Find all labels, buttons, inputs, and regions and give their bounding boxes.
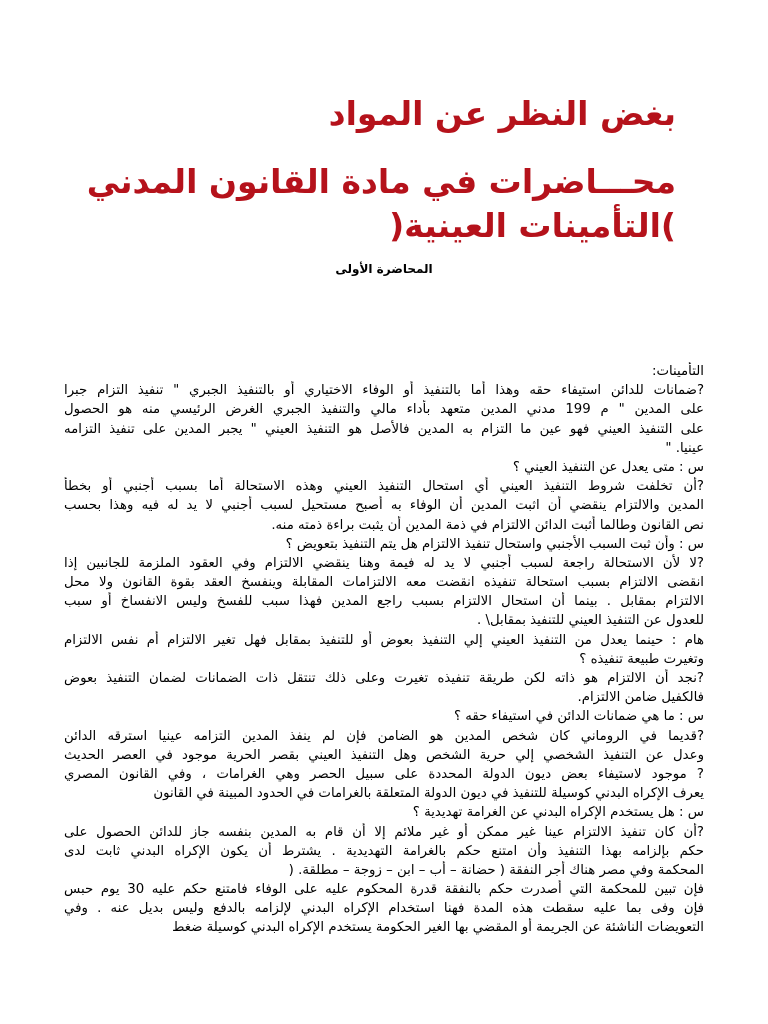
body-line: ?نجد أن الالتزام هو ذاته لكن طريقة تنفيذه تغيرت وعلى ذلك تنتقل ذات الضمانات لضمان التنفيذ بعوض (64, 671, 704, 686)
body-line: نص القانون وطالما أثبت الدائن الالتزام في ذمة المدين أن يثبت براءة ذمته منه. (271, 517, 704, 533)
body-line: التأمينات: (651, 364, 704, 379)
body-line: المحكمة وفي مصر هناك أجر النفقة ( حضانة – أب – ابن – زوجة – مطلقة. ( (288, 862, 704, 878)
body-line: انقضى الالتزام بسبب استحالة تنفيذه انقضت معه الالتزامات المقابلة وينفسخ العقد بقوة القانون ولا محل (64, 575, 704, 591)
body-line: فالكفيل ضامن الالتزام. (577, 690, 704, 706)
body-line: س : ما هي ضمانات الدائن في استيفاء حقه ؟ (453, 709, 704, 725)
body-line: للعدول عن التنفيذ العيني للتنفيذ بمقابل\ . (477, 613, 704, 629)
body-line: ?لا لأن الاستحالة راجعة لسبب أجنبي لا يد له فيمة وهنا ينقضي الالتزام وفي العقود الملزمة للجانبين إذا (64, 555, 704, 571)
body-line: وتغيرت طبيعة تنفيذه ؟ (579, 651, 704, 667)
document-title-line-2: محـــاضرات في مادة القانون المدني (86, 162, 676, 201)
body-line: س : متى يعدل عن التنفيذ العيني ؟ (512, 459, 704, 475)
body-line: ?قديما في الروماني كان شخص المدين هو الضامن فإن لم ينفذ المدين التزامه عينيا استرقه الدائن (64, 728, 704, 744)
body-line: الالتزام بمقابل . بينما أن استحال الالتزام بسبب راجع المدين فهذا سبب للفسخ وليس الانفساخ أو سبب (64, 594, 704, 610)
document-body (64, 362, 704, 938)
body-line: المدين والالتزام ينقضي أن اثبت المدين أن الوفاء به أصبح مستحيل لسبب أجنبي لا يد له فيه وهذا بحسب (64, 498, 704, 514)
body-line: ? موجود لاستيفاء بعض ديون الدولة المحددة على سبيل الحصر وهي الغرامات ، وفي القانون المصري (64, 766, 704, 782)
body-line: ?أن كان تنفيذ الالتزام عينا غير ممكن أو غير ملائم إلا أن قام به المدين بنفسه جاز للدائن الحصول على (64, 824, 704, 840)
body-line: وعدل عن التنفيذ الشخصي إلي حرية الشخص وهل التنفيذ العيني بقصر الحرية موجود في العصر الحديث (64, 747, 704, 763)
body-line: على التنفيذ العيني فهو عين ما التزام به المدين فالأصل هو التنفيذ العيني " يجبر المدين على تنفيذ التزامه (64, 421, 704, 437)
body-line: ?ضمانات للدائن استيفاء حقه وهذا أما بالتنفيذ أو الوفاء الاختياري أو بالتنفيذ الجبري " تنفيذ التزام جبرا (64, 383, 704, 399)
body-line: التعويضات الناشئة عن الجريمة أو المقضي بها الغير الحكومة يستخدم الإكراه البدني كوسيلة ضغط (172, 920, 704, 936)
body-line: س : وأن ثبت السبب الأجنبي واستحال تنفيذ الالتزام هل يتم التنفيذ بتعويض ؟ (285, 536, 704, 552)
body-line: هام : حينما يعدل من التنفيذ العيني إلي التنفيذ بعوض أو للتنفيذ بمقابل فهل تغير الالتزام أم نفس الالتزام (64, 632, 704, 648)
body-line: ?أن تخلفت شروط التنفيذ العيني أي استحال التنفيذ العيني وهذه الاستحالة أما بسبب أجنبي أو بخطأ (64, 479, 704, 495)
body-line: عينيا. " (665, 440, 704, 456)
body-line: س : هل يستخدم الإكراه البدني عن الغرامة تهديدية ؟ (412, 805, 704, 821)
body-line: يعرف الإكراه البدني كوسيلة للتنفيذ في ديون الدولة المتعلقة بالغرامات في الحدود المبينة في القانون (153, 786, 704, 802)
document-title-line-1: بغض النظر عن المواد (328, 94, 676, 133)
body-line: حكم بإلزامه بهذا التنفيذ وأن امتنع حكم بالغرامة التهديدية . يشترط أن يكون الإكراه البدني ثابت لدى (64, 843, 704, 859)
document-title-line-3: )التأمينات العينية( (389, 206, 676, 245)
body-line: على المدين " م 199 مدني المدين متعهد بأداء مالي والتنفيذ الجبري الغرض الرئيسي منه هو الحصول (64, 402, 704, 418)
body-line: فإن تبين للمحكمة التي أصدرت حكم بالنفقة قدرة المحكوم عليه على الوفاء فامتنع حكم عليه 30 يوم حبس (64, 882, 704, 898)
body-line: فإن وفى بما عليه سقطت هذه المدة فهنا استخدام الإكراه البدني لإلزامه بالدفع وليس بديل عنه . وفي (64, 901, 704, 917)
lecture-label: المحاضرة الأولى (335, 262, 433, 276)
